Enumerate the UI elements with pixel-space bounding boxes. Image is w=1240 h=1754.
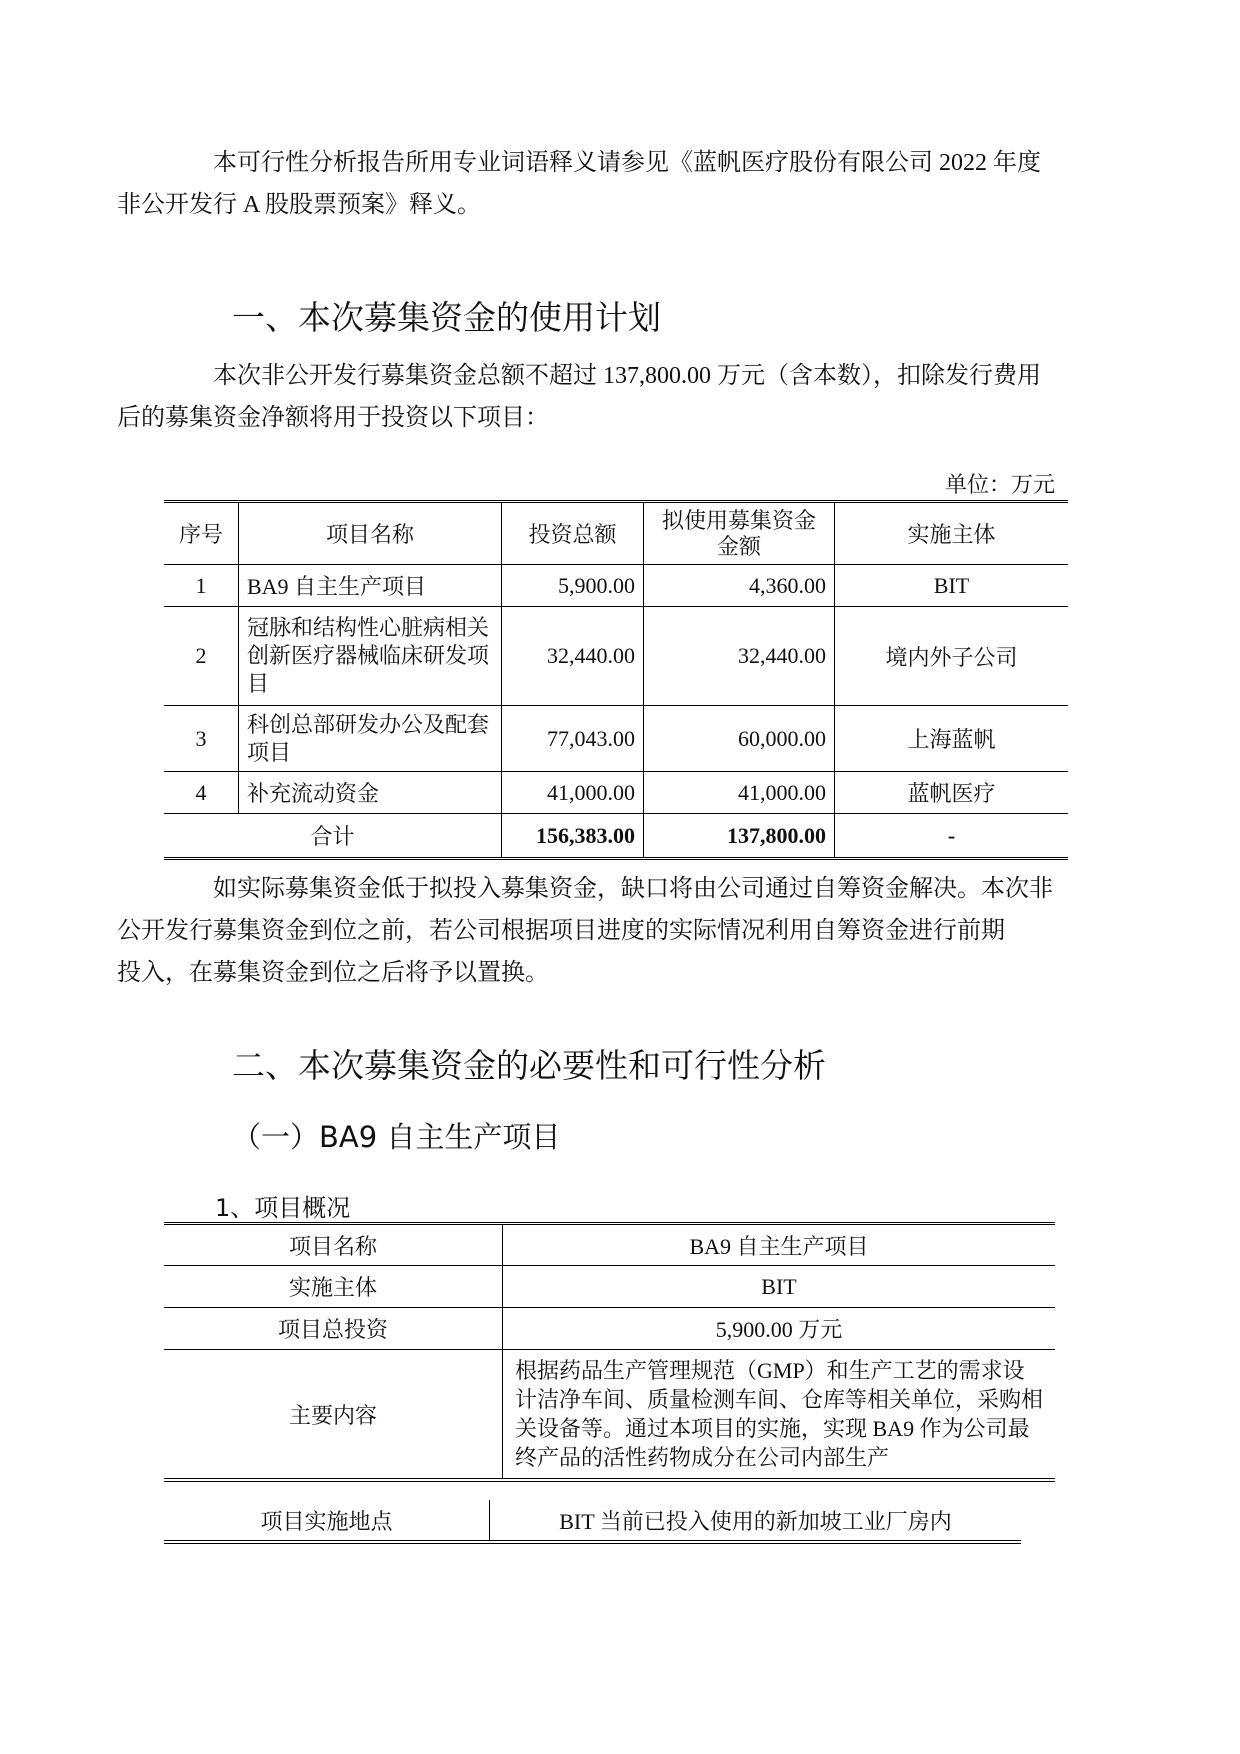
content-line: 终产品的活性药物成分在公司内部生产 [515, 1445, 890, 1470]
row-name: 冠脉和结构性心脏病相关创新医疗器械临床研发项目 [239, 607, 502, 706]
section1-para-line-2: 后的募集资金净额将用于投资以下项目： [117, 405, 549, 431]
row-total: 5,900.00 [502, 565, 644, 607]
row-entity: 上海蓝帆 [835, 706, 1069, 772]
table-header-row [164, 502, 1068, 565]
row-name: BA9 自主生产项目 [239, 565, 502, 607]
row-no: 3 [164, 706, 239, 772]
total-row [164, 814, 1068, 859]
section1-after-paragraph [117, 868, 1100, 994]
table-row [164, 607, 1068, 706]
funding-plan-table [164, 500, 1068, 860]
overview-label: 项目名称 [164, 1224, 503, 1266]
section2-sub-sub-heading: 1、项目概况 [215, 1194, 351, 1222]
overview-label: 项目总投资 [164, 1308, 503, 1350]
content-line: 计洁净车间、质量检测车间、仓库等相关单位，采购相 [515, 1387, 1044, 1412]
row-use: 41,000.00 [644, 772, 835, 814]
row-name: 补充流动资金 [239, 772, 502, 814]
location-label: 项目实施地点 [164, 1500, 490, 1542]
overview-row [164, 1266, 1055, 1308]
row-no: 2 [164, 607, 239, 706]
location-value: BIT 当前已投入使用的新加坡工业厂房内 [559, 1508, 952, 1534]
total-investment [502, 814, 644, 859]
col-header-name: 项目名称 [239, 502, 502, 565]
row-total: 32,440.00 [502, 607, 644, 706]
overview-value: BIT [503, 1266, 1056, 1308]
total-investment-value: 156,383.00 [536, 822, 635, 848]
section1-paragraph [117, 355, 1100, 439]
row-no: 4 [164, 772, 239, 814]
total-entity [835, 814, 1069, 859]
row-use: 4,360.00 [644, 565, 835, 607]
row-total: 77,043.00 [502, 706, 644, 772]
content-line: 关设备等。通过本项目的实施，实现 BA9 作为公司最 [515, 1416, 1030, 1441]
table-row [164, 706, 1068, 772]
row-name: 科创总部研发办公及配套项目 [239, 706, 502, 772]
table-row [164, 565, 1068, 607]
row-no: 1 [164, 565, 239, 607]
section2-heading: 二、本次募集资金的必要性和可行性分析 [232, 1046, 826, 1085]
col-header-entity: 实施主体 [835, 502, 1069, 565]
row-entity: 境内外子公司 [835, 607, 1069, 706]
project-overview-table [164, 1222, 1055, 1482]
intro-paragraph [117, 142, 1100, 226]
overview-label: 主要内容 [164, 1350, 503, 1481]
section1-para-line-1: 本次非公开发行募集资金总额不超过 137,800.00 万元（含本数），扣除发行费用 [213, 363, 1041, 389]
overview-row [164, 1350, 1055, 1481]
row-use: 32,440.00 [644, 607, 835, 706]
total-label: 合计 [164, 814, 502, 859]
table-row [164, 772, 1068, 814]
section1-heading: 一、本次募集资金的使用计划 [232, 298, 661, 337]
project-location-table [164, 1500, 1021, 1544]
section2-sub-heading: （一）BA9 自主生产项目 [232, 1120, 561, 1154]
row-entity: BIT [835, 565, 1069, 607]
intro-line-2: 非公开发行 A 股股票预案》释义。 [117, 192, 482, 218]
total-use [644, 814, 835, 859]
col-header-no: 序号 [164, 502, 239, 565]
overview-main-content [503, 1350, 1056, 1481]
col-header-total: 投资总额 [502, 502, 644, 565]
overview-value: BA9 自主生产项目 [503, 1224, 1056, 1266]
after-line-3: 投入，在募集资金到位之后将予以置换。 [117, 960, 549, 986]
unit-label: 单位：万元 [944, 472, 1055, 497]
after-line-2: 公开发行募集资金到位之前，若公司根据项目进度的实际情况利用自筹资金进行前期 [117, 918, 1005, 944]
total-entity-value: - [947, 822, 956, 848]
overview-value: 5,900.00 万元 [503, 1308, 1056, 1350]
intro-line-1: 本可行性分析报告所用专业词语释义请参见《蓝帆医疗股份有限公司 2022 年度 [213, 150, 1041, 176]
row-use: 60,000.00 [644, 706, 835, 772]
overview-row [164, 1308, 1055, 1350]
after-line-1: 如实际募集资金低于拟投入募集资金，缺口将由公司通过自筹资金解决。本次非 [213, 876, 1053, 902]
row-entity: 蓝帆医疗 [835, 772, 1069, 814]
total-use-value: 137,800.00 [727, 822, 826, 848]
row-total: 41,000.00 [502, 772, 644, 814]
overview-label: 实施主体 [164, 1266, 503, 1308]
location-row [164, 1500, 1021, 1542]
content-line: 根据药品生产管理规范（GMP）和生产工艺的需求设 [515, 1358, 1025, 1383]
overview-row [164, 1224, 1055, 1266]
col-header-use: 拟使用募集资金金额 [644, 502, 835, 565]
